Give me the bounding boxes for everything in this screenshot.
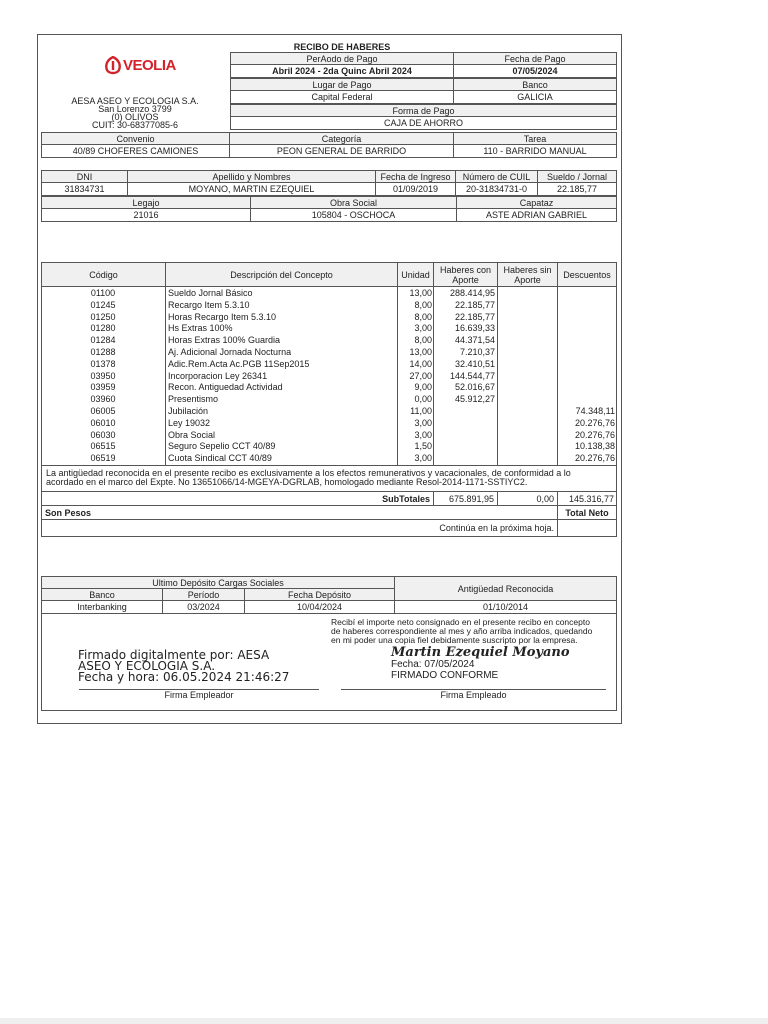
row-con-aporte: 288.414,95 — [449, 288, 495, 298]
row-description: Cuota Sindical CCT 40/89 — [168, 453, 272, 464]
sueldo-label: Sueldo / Jornal — [537, 170, 617, 183]
table-row — [41, 300, 617, 312]
firma-empleador-label: Firma Empleador — [164, 690, 234, 700]
subtotal-descuentos: 145.316,77 — [557, 491, 617, 506]
cuil-label: Número de CUIL — [455, 170, 538, 183]
row-con-aporte: 22.185,77 — [454, 311, 495, 322]
employee-signature: Martin Ezequiel Moyano — [391, 645, 570, 660]
company-logo — [104, 55, 184, 77]
row-code: 06010 — [90, 417, 116, 428]
fecha-firma: Fecha: 07/05/2024 — [391, 659, 475, 670]
logo-text: VEOLIA — [123, 57, 176, 74]
note-divider — [41, 465, 617, 466]
nombre-label: Apellido y Nombres — [127, 170, 376, 183]
row-con-aporte: 45.912,27 — [454, 394, 495, 405]
antiguedad-note-1: La antigüedad reconocida en el presente recibo es exclusivamente a los efectos remunerativos y vacacionales, de conformidad a lo — [46, 468, 571, 478]
table-row — [41, 312, 617, 324]
table-row — [41, 323, 617, 335]
row-unit: 0,00 — [414, 394, 432, 405]
table-row — [41, 288, 617, 300]
categoria-value: PEON GENERAL DE BARRIDO — [229, 144, 454, 158]
row-unit: 3,00 — [414, 323, 432, 334]
row-code: 03950 — [90, 370, 116, 381]
row-code: 06005 — [90, 406, 116, 416]
row-code: 01245 — [90, 299, 116, 310]
recibi-text-2: de haberes correspondiente al mes y año arriba indicados, quedando — [331, 626, 593, 636]
row-descuento: 20.276,76 — [574, 417, 615, 428]
row-description: Recargo Item 5.3.10 — [168, 299, 250, 310]
row-description: Presentismo — [168, 394, 219, 405]
deposito-banco-label: Banco — [41, 588, 163, 601]
dni-label: DNI — [41, 170, 128, 183]
row-description: Obra Social — [168, 429, 216, 440]
row-unit: 14,00 — [409, 358, 432, 369]
legajo-value: 21016 — [41, 208, 251, 222]
veolia-logo-icon — [104, 56, 122, 76]
row-description: Aj. Adicional Jornada Nocturna — [168, 347, 292, 357]
table-row — [41, 347, 617, 359]
company-cuit: CUIT: 30-68377085-6 — [91, 120, 179, 130]
row-descuento: 10.138,38 — [574, 441, 615, 452]
row-unit: 1,50 — [414, 441, 432, 452]
col-descripcion-header: Descripción del Concepto — [165, 262, 398, 287]
cuil-value: 20-31834731-0 — [455, 182, 538, 196]
row-code: 06519 — [90, 453, 116, 464]
convenio-value: 40/89 CHOFERES CAMIONES — [41, 144, 230, 158]
fecha-pago-label: Fecha de Pago — [453, 52, 617, 65]
lugar-value: Capital Federal — [230, 90, 454, 104]
row-con-aporte: 52.016,67 — [454, 382, 495, 393]
row-code: 01288 — [90, 347, 116, 357]
row-code: 01100 — [90, 288, 116, 298]
company-city: (0) OLIVOS — [111, 112, 159, 122]
sin-aporte-header-text: Haberes sin Aporte — [503, 264, 552, 285]
forma-pago-label: Forma de Pago — [230, 104, 617, 117]
tarea-value: 110 - BARRIDO MANUAL — [453, 144, 617, 158]
table-row — [41, 359, 617, 371]
ingreso-label: Fecha de Ingreso — [375, 170, 456, 183]
row-unit: 3,00 — [414, 429, 432, 440]
antiguedad-note-2: acordado en el marco del Expte. No 13651066/14-MGEYA-DGRLAB, homologado mediante Resol-2014-1171-SSTIYC2. — [46, 477, 528, 487]
row-con-aporte: 7.210,37 — [459, 347, 495, 357]
col-descuentos-header: Descuentos — [557, 262, 617, 287]
row-code: 01378 — [90, 358, 116, 369]
capataz-value: ASTE ADRIAN GABRIEL — [456, 208, 617, 222]
row-con-aporte: 44.371,54 — [454, 335, 495, 346]
col-unidad-header: Unidad — [397, 262, 434, 287]
firma-empleado-label: Firma Empleado — [440, 690, 507, 700]
row-code: 01250 — [90, 311, 116, 322]
banco-label: Banco — [453, 78, 617, 91]
banco-value: GALICIA — [453, 90, 617, 104]
row-description: Horas Extras 100% Guardia — [168, 335, 281, 346]
sueldo-value: 22.185,77 — [537, 182, 617, 196]
row-unit: 11,00 — [410, 406, 432, 416]
row-unit: 27,00 — [409, 370, 432, 381]
row-description: Recon. Antiguedad Actividad — [168, 382, 283, 393]
row-con-aporte: 22.185,77 — [454, 299, 495, 310]
row-descuento: 74.348,11 — [575, 406, 615, 416]
subtotal-label: SubTotales — [41, 491, 434, 506]
col-con-aporte-header — [433, 262, 498, 287]
company-name: AESA ASEO Y ECOLOGIA S.A. — [71, 96, 199, 106]
total-neto-value — [557, 519, 617, 537]
row-description: Jubilación — [168, 406, 209, 416]
son-pesos-label: Son Pesos — [41, 505, 558, 520]
row-descuento: 20.276,76 — [574, 429, 615, 440]
row-code: 01280 — [90, 323, 116, 334]
tarea-label: Tarea — [453, 132, 617, 145]
deposito-banco-value: Interbanking — [41, 600, 163, 614]
table-row — [41, 418, 617, 430]
row-unit: 3,00 — [414, 417, 432, 428]
row-unit: 8,00 — [414, 299, 432, 310]
antiguedad-value: 01/10/2014 — [394, 600, 617, 614]
categoria-label: Categoría — [229, 132, 454, 145]
row-unit: 8,00 — [414, 335, 432, 346]
table-row — [41, 430, 617, 442]
periodo-value: Abril 2024 - 2da Quinc Abril 2024 — [230, 64, 454, 78]
row-code: 06515 — [90, 441, 116, 452]
table-row — [41, 453, 617, 465]
col-codigo-header: Código — [41, 262, 166, 287]
antiguedad-label: Antigüedad Reconocida — [394, 576, 617, 601]
viewer-bottom-bar — [0, 1018, 768, 1024]
continua-text: Continúa en la próxima hoja. — [41, 519, 558, 537]
row-description: Incorporacion Ley 26341 — [168, 370, 268, 381]
row-unit: 8,00 — [414, 311, 432, 322]
legajo-label: Legajo — [41, 196, 251, 209]
subtotal-con-aporte: 675.891,95 — [433, 491, 498, 506]
row-unit: 3,00 — [414, 453, 432, 464]
row-code: 01284 — [90, 335, 116, 346]
firmado-conforme: FIRMADO CONFORME — [391, 670, 499, 681]
dni-value: 31834731 — [41, 182, 128, 196]
recibi-text-1: Recibí el importe neto consignado en el presente recibo en concepto — [331, 617, 590, 627]
table-row — [41, 371, 617, 383]
digital-signature-2: ASEO Y ECOLOGIA S.A. — [78, 659, 216, 673]
lugar-label: Lugar de Pago — [230, 78, 454, 91]
total-neto-label: Total Neto — [557, 505, 617, 520]
table-row — [41, 382, 617, 394]
forma-pago-value: CAJA DE AHORRO — [230, 116, 617, 130]
recibi-text-3: en mi poder una copia fiel debidamente suscripto por la empresa. — [331, 635, 578, 645]
table-row — [41, 394, 617, 406]
obra-social-value: 105804 - OSCHOCA — [250, 208, 457, 222]
convenio-label: Convenio — [41, 132, 230, 145]
table-row — [41, 335, 617, 347]
table-row — [41, 441, 617, 453]
row-code: 06030 — [90, 429, 116, 440]
company-address: San Lorenzo 3799 — [98, 104, 172, 114]
deposito-fecha-value: 10/04/2024 — [244, 600, 395, 614]
digital-signature-1: Firmado digitalmente por: AESA — [78, 648, 270, 662]
row-con-aporte: 16.639,33 — [454, 323, 495, 334]
row-code: 03959 — [90, 382, 116, 393]
deposito-title: Ultimo Depósito Cargas Sociales — [41, 576, 395, 589]
table-row — [41, 406, 617, 418]
row-description: Adic.Rem.Acta Ac.PGB 11Sep2015 — [168, 358, 310, 369]
row-unit: 13,00 — [409, 347, 432, 357]
col-sin-aporte-header — [497, 262, 558, 287]
row-code: 03960 — [90, 394, 116, 405]
row-descuento: 20.276,76 — [574, 453, 615, 464]
deposito-periodo-value: 03/2024 — [162, 600, 245, 614]
ingreso-value: 01/09/2019 — [375, 182, 456, 196]
deposito-fecha-label: Fecha Depósito — [244, 588, 395, 601]
row-description: Sueldo Jornal Básico — [168, 288, 253, 298]
digital-signature-3: Fecha y hora: 06.05.2024 21:46:27 — [78, 670, 290, 684]
row-description: Hs Extras 100% — [168, 323, 233, 334]
row-con-aporte: 144.544,77 — [449, 370, 495, 381]
periodo-label: PerAodo de Pago — [230, 52, 454, 65]
nombre-value: MOYANO, MARTIN EZEQUIEL — [127, 182, 376, 196]
row-con-aporte: 32.410,51 — [454, 358, 495, 369]
row-unit: 13,00 — [409, 288, 432, 298]
row-unit: 9,00 — [414, 382, 432, 393]
deposito-periodo-label: Período — [162, 588, 245, 601]
row-description: Seguro Sepelio CCT 40/89 — [168, 441, 276, 452]
row-description: Horas Recargo Item 5.3.10 — [168, 311, 277, 322]
obra-social-label: Obra Social — [250, 196, 457, 209]
fecha-pago-value: 07/05/2024 — [453, 64, 617, 78]
capataz-label: Capataz — [456, 196, 617, 209]
subtotal-sin-aporte: 0,00 — [497, 491, 558, 506]
row-description: Ley 19032 — [168, 417, 211, 428]
receipt-title: RECIBO DE HABERES — [293, 42, 391, 52]
con-aporte-header-text: Haberes con Aporte — [439, 264, 492, 285]
